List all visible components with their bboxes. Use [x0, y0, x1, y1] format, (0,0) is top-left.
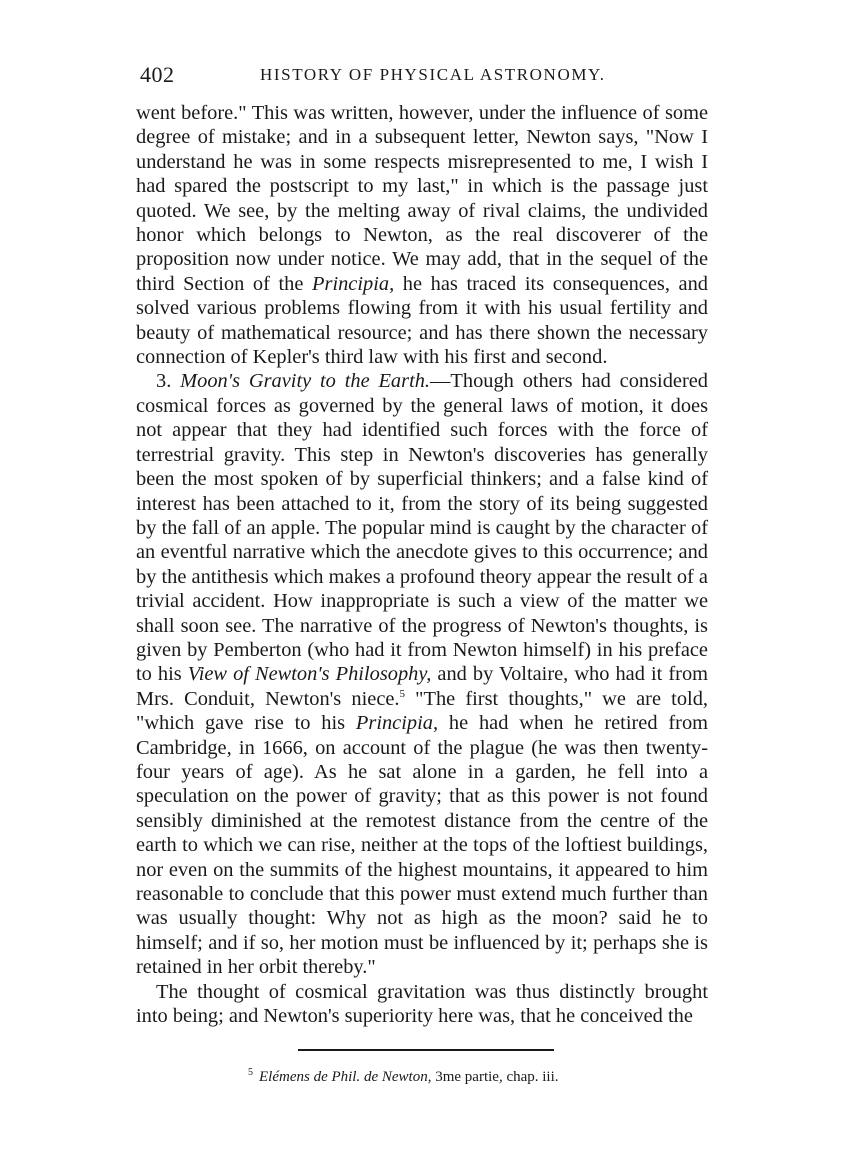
text-run: —Though others had considered cosmical forces as governed by the general laws of motion, it does not appear that they had identified such forces with the force of terrestrial gravity. This step in Newton's discoveries has generally been the most spoken of by superficial thinkers; and a false kind of interest has been attached to it, from the story of its being suggested by the fall of an apple. The popular mind is caught by the character of an eventful narrative which the anecdote gives to this occurrence; and by the antithesis which makes a profound theory appear the result of a trivial accident. How inappropriate is such a view of the matter we shall soon see. The narrative of the progress of Newton's thoughts, is given by Pemberton (who had it from Newton himself) in his preface to his — [136, 370, 708, 686]
section-heading: Moon's Gravity to the Earth. — [180, 370, 431, 393]
body-text — [136, 101, 708, 1028]
paragraph-final — [136, 980, 708, 1029]
text-run: and by Voltaire, who had it from Mrs. Conduit, Newton's niece. — [136, 663, 709, 710]
footnote-title: Elémens de Phil. de Newton, — [259, 1069, 432, 1085]
footnote-reference: 5 — [399, 687, 406, 700]
text-run: he had when he retired from Cambridge, in 1666, on account of the plague (he was then twenty-four years of age). As he sat alone in a garden, he fell into a speculation on the power of gravity; that as this power is not found sensibly diminished at the remotest distance from the centre of the earth to which we can rise, neither at the tops of the loftiest buildings, nor even on the summits of the highest mountains, it appeared to him reasonable to conclude that this power must extend much further than was usually thought: Why not as high as the moon? said he to himself; and if so, her motion must be influenced by it; perhaps she is retained in her orbit thereby." — [136, 712, 708, 979]
text-run: he has traced its consequences, and solved various problems flowing from it with his usual fertility and beauty of mathematical resource; and has there shown the necessary connection of Kepler's third law with his first and second. — [136, 272, 709, 369]
text-run: went before." This was written, however, under the influence of some degree of mistake; and in a subsequent letter, Newton says, "Now I understand he was in some respects misrepresented to me, I wish I had spared the postscript to my last," in which is the passage just quoted. We see, by the melting away of rival claims, the undivided honor which belongs to Newton, as the real discoverer of the proposition now under notice. We may add, that in the sequel of the third Section of the — [136, 102, 708, 295]
running-head — [140, 62, 710, 92]
italic-title: Principia, — [355, 712, 439, 735]
footnote — [248, 1067, 668, 1087]
text-run: "The first thoughts," we are told, "which gave rise to his — [136, 687, 708, 735]
paragraph-section-3 — [136, 369, 708, 979]
italic-title: Principia, — [312, 272, 395, 295]
section-number: 3. — [156, 370, 181, 393]
footnote-rule — [298, 1049, 554, 1051]
running-title: HISTORY OF PHYSICAL ASTRONOMY. — [260, 65, 606, 84]
text-run: The thought of cosmical gravitation was thus distinctly brought into being; and Newton's superiority here was, that he conceived the — [136, 980, 708, 1028]
paragraph-continuation — [136, 101, 708, 369]
footnote-mark: 5 — [248, 1067, 253, 1078]
italic-title: View of Newton's Philosophy, — [187, 663, 432, 686]
footnote-text: 3me partie, chap. iii. — [431, 1069, 559, 1085]
page-number: 402 — [140, 62, 175, 87]
